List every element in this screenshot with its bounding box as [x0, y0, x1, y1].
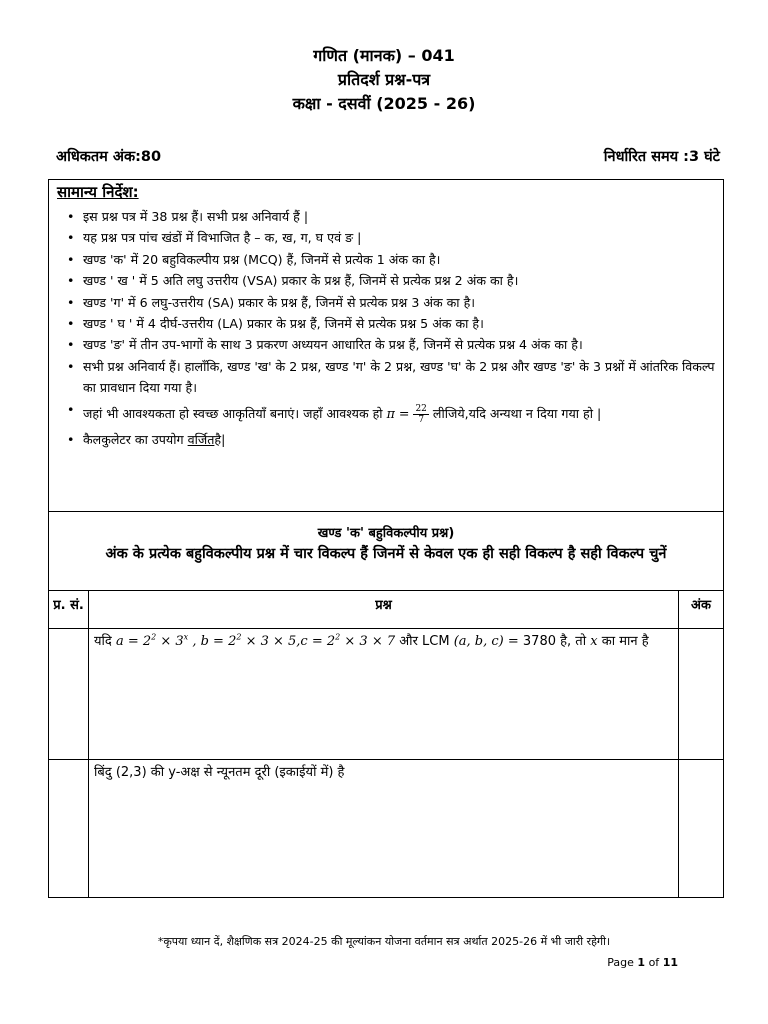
page-of: of [648, 956, 660, 969]
exp: x [183, 632, 189, 642]
pi-symbol: π = [386, 405, 410, 421]
pi-suffix: लीजिये,यदि अन्यथा न दिया गया हो | [432, 405, 602, 421]
time-allowed: निर्धारित समय :3 घंटे [603, 149, 720, 165]
instruction-item: • यह प्रश्न पत्र पांच खंडों में विभाजित है – क, ख, ग, घ एवं ङ | [67, 227, 715, 248]
question-no-cell [49, 760, 89, 898]
q1-math-c: , b = 2 [192, 634, 237, 649]
q1-value: 3780 [522, 634, 556, 649]
marks-cell [679, 629, 724, 760]
footer-note: *कृपया ध्यान दें, शैक्षणिक सत्र 2024-25 की मूल्यांकन योजना वर्तमान सत्र अर्थात 2025-26 में भी जारी रहेगी। [157, 935, 611, 948]
instruction-item: • खण्ड ' घ ' में 4 दीर्घ-उत्तरीय (LA) प्रकार के प्रश्न हैं, जिनमें से प्रत्येक प्रश्न 5 अंक का है। [67, 313, 715, 334]
class-title: कक्षा - दसवीं (2025 - 26) [292, 94, 476, 113]
instructions-title: सामान्य निर्देश: [57, 183, 139, 201]
exp: 2 [335, 632, 341, 642]
table-header-row [49, 591, 724, 629]
instruction-item: • खण्ड ' ख ' में 5 अति लघु उत्तरीय (VSA) प्रकार के प्रश्न हैं, जिनमें से प्रत्येक प्रश्न 2 अंक का है। [67, 270, 715, 291]
page-current: 1 [637, 956, 646, 969]
calc-forbidden: वर्जित [187, 431, 215, 447]
page-label: Page [607, 956, 634, 969]
page-number [607, 956, 678, 969]
max-marks: अधिकतम अंक:80 [56, 149, 162, 165]
pi-prefix: जहां भी आवश्यकता हो स्वच्छ आकृतियाँ बनाएं। जहाँ आवश्यक हो [83, 405, 383, 421]
question-no-cell [49, 629, 89, 760]
instruction-item: • सभी प्रश्न अनिवार्य हैं। हालाँकि, खण्ड 'ख' के 2 प्रश्न, खण्ड 'ग' के 2 प्रश्न, खण्ड 'घ' के 2 प्रश्न और खण्ड 'ङ' के 3 प्रश्नों में आंतरिक विकल्प का प्रावधान दिया गया है। [67, 356, 715, 399]
document-header [0, 44, 768, 116]
q1-math [116, 634, 395, 649]
instruction-item: • खण्ड 'क' में 20 बहुविकल्पीय प्रश्न (MCQ) हैं, जिनमें से प्रत्येक 1 अंक का है। [67, 249, 715, 270]
marks-cell [679, 760, 724, 898]
calc-prefix: कैलकुलेटर का उपयोग [83, 431, 184, 447]
calc-suffix: है| [214, 431, 226, 447]
section-a-header [48, 511, 724, 591]
q1-math-e: × 3 × 7 [344, 634, 396, 649]
instructions-list [57, 206, 715, 450]
col-question-no: प्र. सं. [49, 591, 89, 629]
pi-denominator: 7 [418, 414, 425, 425]
question-cell: बिंदु (2,3) की y-अक्ष से न्यूनतम दूरी (इकाईयों में) है [89, 760, 679, 898]
exp: 2 [151, 632, 157, 642]
q1-math-d: × 3 × 5,c = 2 [245, 634, 336, 649]
instruction-item: • खण्ड 'ङ' में तीन उप-भागों के साथ 3 प्रकरण अध्ययन आधारित के प्रश्न हैं, जिनमें से प्रत्येक प्रश्न 4 अंक का है। [67, 334, 715, 355]
q1-mid: और LCM [399, 634, 450, 649]
general-instructions [48, 179, 724, 512]
table-row [49, 760, 724, 898]
instruction-item: • खण्ड 'ग' में 6 लघु-उत्तरीय (SA) प्रकार के प्रश्न हैं, जिनमें से प्रत्येक प्रश्न 3 अंक का है। [67, 292, 715, 313]
instruction-item-calculator [67, 429, 715, 450]
q1-prefix: यदि [94, 634, 112, 649]
col-marks: अंक [679, 591, 724, 629]
table-row [49, 629, 724, 760]
pi-fraction [413, 404, 428, 425]
question-cell [89, 629, 679, 760]
section-title: खण्ड 'क' बहुविकल्पीय प्रश्न) [317, 526, 455, 541]
exp: 2 [236, 632, 242, 642]
q1-suffix1: है, तो [560, 634, 587, 649]
section-subtitle: अंक के प्रत्येक बहुविकल्पीय प्रश्न में चार विकल्प हैं जिनमें से केवल एक ही सही विकल्प है सही विकल्प चुनें [105, 546, 667, 562]
col-question: प्रश्न [89, 591, 679, 629]
instruction-item: • इस प्रश्न पत्र में 38 प्रश्न हैं। सभी प्रश्न अनिवार्य हैं | [67, 206, 715, 227]
q1-math-a: a = 2 [115, 634, 152, 649]
paper-title: प्रतिदर्श प्रश्न-पत्र [337, 70, 431, 89]
instruction-item-pi [67, 399, 715, 429]
q1-math-b: × 3 [160, 634, 184, 649]
page-total: 11 [662, 956, 678, 969]
q1-suffix2: का मान है [601, 634, 649, 649]
subject-title: गणित (मानक) – 041 [313, 46, 455, 65]
questions-table [48, 590, 724, 898]
q1-lcm-args: (a, b, c) = [453, 634, 519, 649]
q1-var: x [590, 634, 598, 649]
pi-numerator: 22 [415, 403, 427, 414]
